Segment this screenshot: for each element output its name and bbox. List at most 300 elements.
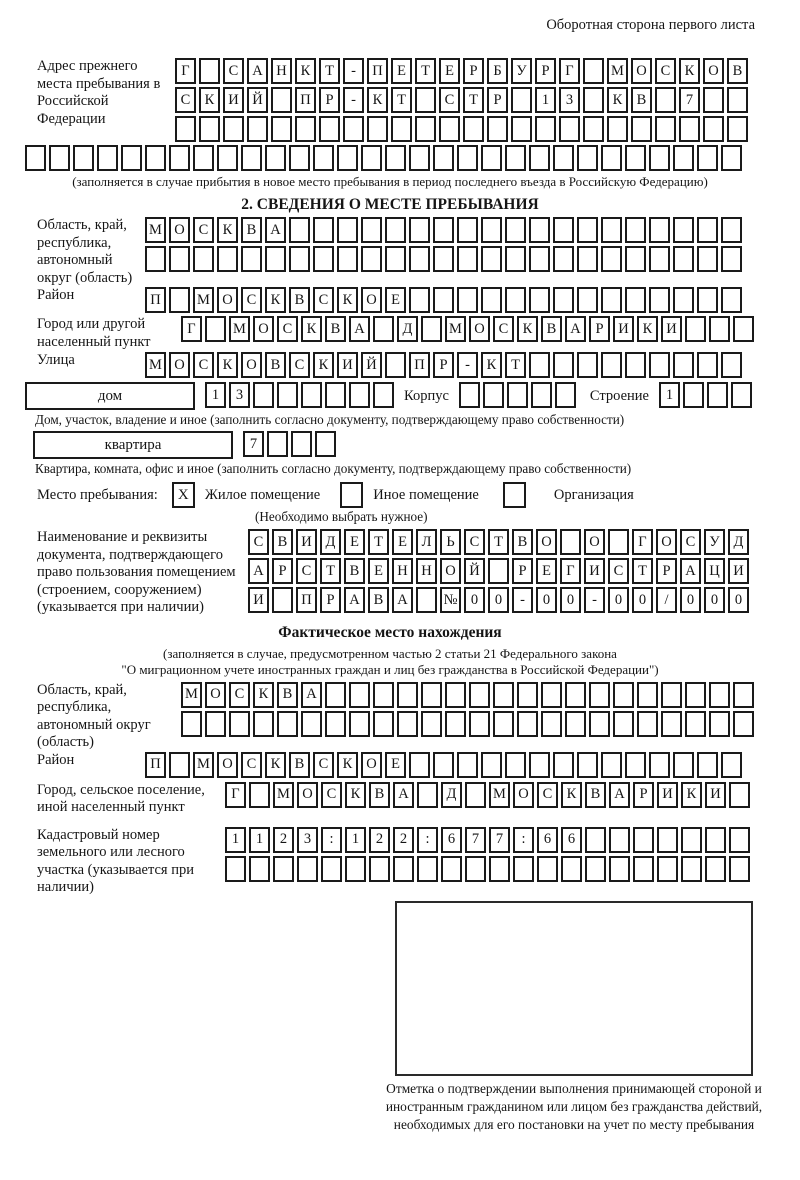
char-box[interactable]: О [513, 782, 534, 808]
char-box[interactable]: М [229, 316, 250, 342]
char-box[interactable] [685, 316, 706, 342]
char-box[interactable]: 2 [369, 827, 390, 853]
char-box[interactable]: С [241, 752, 262, 778]
char-box[interactable] [511, 87, 532, 113]
char-box[interactable]: Ц [704, 558, 725, 584]
char-box[interactable]: 7 [489, 827, 510, 853]
char-box[interactable]: 0 [560, 587, 581, 613]
char-box[interactable] [289, 145, 310, 171]
char-box[interactable] [409, 287, 430, 313]
char-box[interactable] [385, 246, 406, 272]
char-box[interactable] [703, 87, 724, 113]
char-box[interactable]: Д [397, 316, 418, 342]
char-box[interactable] [373, 382, 394, 408]
char-box[interactable] [673, 752, 694, 778]
char-box[interactable]: О [584, 529, 605, 555]
char-box[interactable]: Г [559, 58, 580, 84]
char-box[interactable]: М [273, 782, 294, 808]
char-box[interactable]: К [367, 87, 388, 113]
char-box[interactable]: В [325, 316, 346, 342]
char-box[interactable] [555, 382, 576, 408]
char-box[interactable]: О [440, 558, 461, 584]
char-box[interactable] [469, 682, 490, 708]
char-box[interactable] [709, 682, 730, 708]
char-box[interactable]: К [337, 752, 358, 778]
char-box[interactable] [529, 217, 550, 243]
char-box[interactable]: Т [319, 58, 340, 84]
char-box[interactable] [463, 116, 484, 142]
char-box[interactable] [241, 145, 262, 171]
checkbox-organization[interactable] [503, 482, 526, 508]
char-box[interactable]: Т [320, 558, 341, 584]
char-box[interactable] [589, 682, 610, 708]
char-box[interactable]: И [705, 782, 726, 808]
char-box[interactable] [673, 145, 694, 171]
char-box[interactable]: 0 [608, 587, 629, 613]
char-box[interactable] [345, 856, 366, 882]
char-box[interactable]: К [199, 87, 220, 113]
char-box[interactable] [169, 246, 190, 272]
char-box[interactable]: Р [320, 587, 341, 613]
char-box[interactable]: С [655, 58, 676, 84]
char-box[interactable] [608, 529, 629, 555]
char-box[interactable]: П [145, 287, 166, 313]
char-box[interactable]: В [369, 782, 390, 808]
char-box[interactable]: 7 [465, 827, 486, 853]
char-box[interactable]: П [296, 587, 317, 613]
char-box[interactable] [301, 382, 322, 408]
char-box[interactable] [729, 782, 750, 808]
char-box[interactable] [417, 856, 438, 882]
char-box[interactable] [315, 431, 336, 457]
char-box[interactable] [553, 352, 574, 378]
char-box[interactable] [433, 246, 454, 272]
char-box[interactable] [325, 382, 346, 408]
char-box[interactable] [649, 145, 670, 171]
char-box[interactable]: Т [488, 529, 509, 555]
char-box[interactable]: О [469, 316, 490, 342]
char-box[interactable] [541, 711, 562, 737]
char-box[interactable] [181, 711, 202, 737]
char-box[interactable] [577, 287, 598, 313]
char-box[interactable] [721, 287, 742, 313]
char-box[interactable] [583, 87, 604, 113]
char-box[interactable] [649, 287, 670, 313]
char-box[interactable]: Б [487, 58, 508, 84]
char-box[interactable] [175, 116, 196, 142]
char-box[interactable] [247, 116, 268, 142]
char-box[interactable] [505, 145, 526, 171]
char-box[interactable] [625, 145, 646, 171]
char-box[interactable]: И [657, 782, 678, 808]
char-box[interactable]: И [584, 558, 605, 584]
char-box[interactable] [601, 246, 622, 272]
char-box[interactable] [513, 856, 534, 882]
char-box[interactable]: В [727, 58, 748, 84]
char-box[interactable] [277, 382, 298, 408]
char-box[interactable] [241, 246, 262, 272]
char-box[interactable] [349, 382, 370, 408]
char-box[interactable] [553, 752, 574, 778]
char-box[interactable] [507, 382, 528, 408]
char-box[interactable]: 1 [535, 87, 556, 113]
char-box[interactable]: 1 [225, 827, 246, 853]
char-box[interactable]: Р [633, 782, 654, 808]
char-box[interactable] [505, 752, 526, 778]
char-box[interactable] [565, 682, 586, 708]
char-box[interactable] [373, 682, 394, 708]
char-box[interactable]: Е [391, 58, 412, 84]
char-box[interactable] [373, 711, 394, 737]
char-box[interactable] [217, 145, 238, 171]
char-box[interactable] [385, 217, 406, 243]
char-box[interactable]: Е [368, 558, 389, 584]
char-box[interactable]: О [631, 58, 652, 84]
char-box[interactable] [169, 145, 190, 171]
char-box[interactable] [481, 217, 502, 243]
char-box[interactable]: 0 [704, 587, 725, 613]
char-box[interactable] [481, 752, 502, 778]
char-box[interactable]: Н [392, 558, 413, 584]
char-box[interactable]: П [409, 352, 430, 378]
char-box[interactable] [683, 382, 704, 408]
char-box[interactable] [697, 217, 718, 243]
char-box[interactable] [637, 682, 658, 708]
char-box[interactable] [613, 682, 634, 708]
char-box[interactable] [729, 856, 750, 882]
char-box[interactable] [655, 116, 676, 142]
char-box[interactable] [249, 856, 270, 882]
char-box[interactable] [373, 316, 394, 342]
char-box[interactable]: О [205, 682, 226, 708]
char-box[interactable] [637, 711, 658, 737]
char-box[interactable] [409, 145, 430, 171]
char-box[interactable]: А [344, 587, 365, 613]
char-box[interactable]: В [585, 782, 606, 808]
char-box[interactable]: И [248, 587, 269, 613]
char-box[interactable]: С [608, 558, 629, 584]
char-box[interactable]: № [440, 587, 461, 613]
char-box[interactable]: К [679, 58, 700, 84]
char-box[interactable]: Н [271, 58, 292, 84]
char-box[interactable]: В [512, 529, 533, 555]
char-box[interactable]: К [481, 352, 502, 378]
char-box[interactable]: Й [361, 352, 382, 378]
char-box[interactable]: Д [728, 529, 749, 555]
char-box[interactable] [397, 682, 418, 708]
char-box[interactable] [441, 856, 462, 882]
char-box[interactable]: 6 [537, 827, 558, 853]
char-box[interactable] [265, 246, 286, 272]
char-box[interactable]: К [561, 782, 582, 808]
char-box[interactable]: Е [385, 287, 406, 313]
char-box[interactable] [465, 856, 486, 882]
char-box[interactable] [349, 682, 370, 708]
char-box[interactable]: А [301, 682, 322, 708]
char-box[interactable] [415, 116, 436, 142]
char-box[interactable]: К [301, 316, 322, 342]
char-box[interactable]: Г [175, 58, 196, 84]
char-box[interactable]: М [607, 58, 628, 84]
char-box[interactable]: Г [632, 529, 653, 555]
char-box[interactable] [529, 352, 550, 378]
char-box[interactable] [409, 217, 430, 243]
char-box[interactable]: В [631, 87, 652, 113]
char-box[interactable]: Е [392, 529, 413, 555]
char-box[interactable] [295, 116, 316, 142]
char-box[interactable] [439, 116, 460, 142]
char-box[interactable] [673, 352, 694, 378]
char-box[interactable]: - [343, 58, 364, 84]
char-box[interactable]: : [321, 827, 342, 853]
char-box[interactable] [493, 711, 514, 737]
char-box[interactable]: К [265, 287, 286, 313]
char-box[interactable] [487, 116, 508, 142]
char-box[interactable] [679, 116, 700, 142]
char-box[interactable] [481, 145, 502, 171]
char-box[interactable] [565, 711, 586, 737]
char-box[interactable] [349, 711, 370, 737]
char-box[interactable] [577, 246, 598, 272]
char-box[interactable]: Р [272, 558, 293, 584]
char-box[interactable]: Н [416, 558, 437, 584]
char-box[interactable] [681, 827, 702, 853]
char-box[interactable]: С [296, 558, 317, 584]
char-box[interactable]: С [313, 752, 334, 778]
char-box[interactable]: 0 [680, 587, 701, 613]
char-box[interactable] [409, 752, 430, 778]
char-box[interactable] [337, 246, 358, 272]
char-box[interactable] [457, 217, 478, 243]
char-box[interactable] [445, 711, 466, 737]
char-box[interactable] [457, 246, 478, 272]
char-box[interactable]: К [265, 752, 286, 778]
char-box[interactable] [145, 145, 166, 171]
char-box[interactable] [297, 856, 318, 882]
char-box[interactable]: О [703, 58, 724, 84]
char-box[interactable] [729, 827, 750, 853]
char-box[interactable]: - [343, 87, 364, 113]
char-box[interactable]: У [511, 58, 532, 84]
char-box[interactable]: - [512, 587, 533, 613]
char-box[interactable]: В [368, 587, 389, 613]
char-box[interactable] [697, 752, 718, 778]
char-box[interactable] [531, 382, 552, 408]
char-box[interactable] [601, 145, 622, 171]
char-box[interactable]: Е [344, 529, 365, 555]
char-box[interactable] [433, 752, 454, 778]
char-box[interactable] [585, 827, 606, 853]
char-box[interactable] [369, 856, 390, 882]
char-box[interactable]: И [296, 529, 317, 555]
char-box[interactable] [291, 431, 312, 457]
char-box[interactable]: Е [536, 558, 557, 584]
char-box[interactable] [583, 116, 604, 142]
char-box[interactable] [313, 145, 334, 171]
char-box[interactable] [457, 145, 478, 171]
char-box[interactable] [277, 711, 298, 737]
char-box[interactable] [517, 682, 538, 708]
char-box[interactable]: Д [320, 529, 341, 555]
char-box[interactable]: П [145, 752, 166, 778]
char-box[interactable] [601, 217, 622, 243]
char-box[interactable]: К [337, 287, 358, 313]
char-box[interactable] [271, 87, 292, 113]
char-box[interactable] [343, 116, 364, 142]
char-box[interactable]: Й [247, 87, 268, 113]
char-box[interactable] [121, 145, 142, 171]
char-box[interactable] [721, 217, 742, 243]
char-box[interactable]: В [272, 529, 293, 555]
char-box[interactable]: С [248, 529, 269, 555]
char-box[interactable] [589, 711, 610, 737]
char-box[interactable] [273, 856, 294, 882]
char-box[interactable] [265, 145, 286, 171]
char-box[interactable] [97, 145, 118, 171]
char-box[interactable] [445, 682, 466, 708]
char-box[interactable] [633, 827, 654, 853]
char-box[interactable] [337, 145, 358, 171]
char-box[interactable] [631, 116, 652, 142]
char-box[interactable]: И [613, 316, 634, 342]
char-box[interactable]: А [393, 782, 414, 808]
char-box[interactable]: 7 [679, 87, 700, 113]
char-box[interactable]: 1 [205, 382, 226, 408]
char-box[interactable]: - [584, 587, 605, 613]
char-box[interactable]: С [193, 352, 214, 378]
char-box[interactable] [697, 287, 718, 313]
char-box[interactable]: Ь [440, 529, 461, 555]
char-box[interactable]: М [445, 316, 466, 342]
char-box[interactable]: К [637, 316, 658, 342]
char-box[interactable]: А [680, 558, 701, 584]
char-box[interactable] [577, 752, 598, 778]
char-box[interactable] [421, 711, 442, 737]
char-box[interactable] [465, 782, 486, 808]
char-box[interactable] [325, 711, 346, 737]
char-box[interactable]: Д [441, 782, 462, 808]
char-box[interactable]: Г [560, 558, 581, 584]
char-box[interactable] [321, 856, 342, 882]
char-box[interactable] [560, 529, 581, 555]
char-box[interactable]: Т [463, 87, 484, 113]
char-box[interactable] [553, 145, 574, 171]
char-box[interactable] [733, 682, 754, 708]
char-box[interactable] [325, 682, 346, 708]
char-box[interactable]: К [217, 217, 238, 243]
char-box[interactable]: О [253, 316, 274, 342]
char-box[interactable]: М [181, 682, 202, 708]
char-box[interactable] [657, 827, 678, 853]
char-box[interactable] [49, 145, 70, 171]
char-box[interactable]: И [661, 316, 682, 342]
char-box[interactable] [517, 711, 538, 737]
char-box[interactable]: Л [416, 529, 437, 555]
char-box[interactable] [205, 316, 226, 342]
char-box[interactable] [607, 116, 628, 142]
char-box[interactable]: : [417, 827, 438, 853]
char-box[interactable]: Р [512, 558, 533, 584]
char-box[interactable] [223, 116, 244, 142]
char-box[interactable] [397, 711, 418, 737]
char-box[interactable]: Р [433, 352, 454, 378]
char-box[interactable] [421, 316, 442, 342]
char-box[interactable]: А [349, 316, 370, 342]
char-box[interactable] [361, 217, 382, 243]
char-box[interactable]: 0 [464, 587, 485, 613]
char-box[interactable]: П [367, 58, 388, 84]
char-box[interactable]: О [169, 217, 190, 243]
char-box[interactable] [529, 287, 550, 313]
char-box[interactable] [609, 827, 630, 853]
char-box[interactable] [459, 382, 480, 408]
char-box[interactable]: Р [487, 87, 508, 113]
char-box[interactable] [601, 752, 622, 778]
char-box[interactable] [709, 711, 730, 737]
char-box[interactable]: 1 [659, 382, 680, 408]
char-box[interactable]: / [656, 587, 677, 613]
char-box[interactable] [385, 352, 406, 378]
char-box[interactable] [697, 246, 718, 272]
char-box[interactable] [529, 752, 550, 778]
char-box[interactable] [505, 217, 526, 243]
char-box[interactable]: С [493, 316, 514, 342]
char-box[interactable]: О [536, 529, 557, 555]
char-box[interactable] [313, 217, 334, 243]
char-box[interactable]: Й [464, 558, 485, 584]
char-box[interactable] [553, 287, 574, 313]
char-box[interactable] [537, 856, 558, 882]
char-box[interactable] [193, 246, 214, 272]
char-box[interactable] [673, 287, 694, 313]
char-box[interactable]: 0 [728, 587, 749, 613]
char-box[interactable]: О [361, 752, 382, 778]
char-box[interactable] [601, 352, 622, 378]
char-box[interactable] [385, 145, 406, 171]
char-box[interactable]: Т [415, 58, 436, 84]
char-box[interactable]: О [169, 352, 190, 378]
char-box[interactable]: Е [385, 752, 406, 778]
char-box[interactable] [289, 246, 310, 272]
char-box[interactable]: Т [632, 558, 653, 584]
char-box[interactable] [625, 246, 646, 272]
checkbox-residential[interactable]: X [172, 482, 195, 508]
char-box[interactable] [553, 246, 574, 272]
char-box[interactable] [685, 711, 706, 737]
char-box[interactable] [529, 145, 550, 171]
char-box[interactable] [657, 856, 678, 882]
char-box[interactable] [393, 856, 414, 882]
char-box[interactable]: С [277, 316, 298, 342]
char-box[interactable] [655, 87, 676, 113]
char-box[interactable] [361, 246, 382, 272]
char-box[interactable]: А [609, 782, 630, 808]
char-box[interactable] [649, 217, 670, 243]
char-box[interactable]: И [728, 558, 749, 584]
char-box[interactable]: М [145, 217, 166, 243]
char-box[interactable]: А [248, 558, 269, 584]
char-box[interactable]: О [217, 287, 238, 313]
char-box[interactable] [727, 87, 748, 113]
char-box[interactable]: К [217, 352, 238, 378]
char-box[interactable]: 3 [229, 382, 250, 408]
char-box[interactable]: С [313, 287, 334, 313]
char-box[interactable]: К [253, 682, 274, 708]
char-box[interactable] [217, 246, 238, 272]
char-box[interactable] [205, 711, 226, 737]
char-box[interactable] [489, 856, 510, 882]
char-box[interactable] [661, 711, 682, 737]
